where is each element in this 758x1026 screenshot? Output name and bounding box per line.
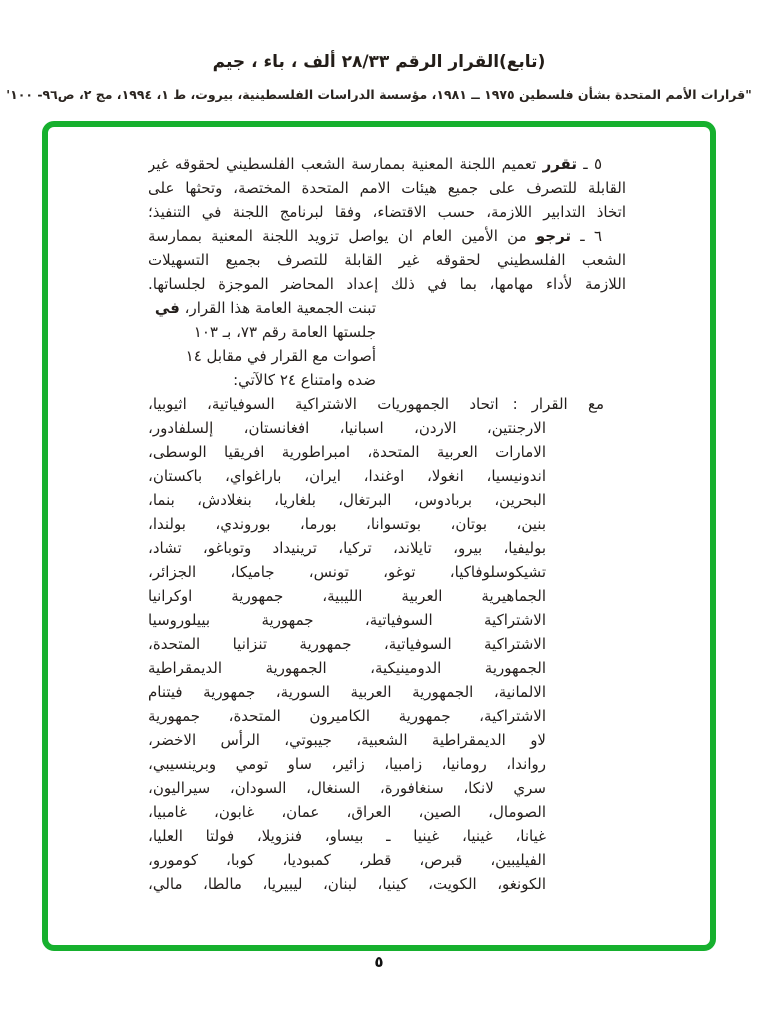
paragraph-line: القابلة للتصرف على جميع هيئات الامم المتحدة المختصة، وتحثها على	[148, 179, 626, 197]
green-border-frame	[42, 121, 716, 951]
resolution-title: (تابع)القرار الرقم ٢٨/٣٣ ألف ، باء ، جيم	[212, 52, 546, 72]
note-line: جلستها العامة رقم ٧٣، بـ ١٠٣	[193, 323, 376, 341]
vote-country-line: بوليفيا، بيرو، تايلاند، تركيا، ترينيداد وتوباغو، تشاد،	[148, 539, 546, 557]
paragraph-line: الشعب الفلسطيني لحقوقه غير القابلة للتصرف بجميع التسهيلات	[148, 251, 626, 269]
paragraph-line: اللازمة لأداء مهامها، بما في ذلك إعداد المحاضر الموجزة لجلساتها.	[148, 275, 626, 293]
note-line: تبنت الجمعية العامة هذا القرار، في	[154, 299, 376, 317]
vote-country-line: الالمانية، الجمهورية العربية السورية، جمهورية فيتنام	[148, 683, 546, 701]
vote-country-line: بنين، بوتان، بوتسوانا، بورما، بوروندي، بولندا،	[148, 515, 546, 533]
vote-country-line: غيانا، غينيا، غينيا ـ بيساو، فنزويلا، فولتا العليا،	[148, 827, 546, 845]
adoption-note	[148, 296, 376, 392]
vote-country-line: البحرين، بربادوس، البرتغال، بلغاريا، بنغلادش، بنما،	[148, 491, 546, 509]
vote-country-line: الكونغو، الكويت، كينيا، لبنان، ليبيريا، مالطا، مالي،	[148, 875, 546, 893]
paragraph-line: ٥ ـ تقرر تعميم اللجنة المعنية بممارسة الشعب الفلسطيني لحقوقه غير	[148, 155, 602, 173]
vote-country-line: رواندا، رومانيا، زامبيا، زائير، ساو تومي وبرينسيبي،	[148, 755, 546, 773]
vote-country-line: تشيكوسلوفاكيا، توغو، تونس، جاميكا، الجزائر،	[148, 563, 546, 581]
note-line: أصوات مع القرار في مقابل ١٤	[185, 347, 376, 365]
vote-record	[148, 392, 626, 896]
page-number: ٥	[374, 953, 384, 971]
vote-country-line: الاشتراكية السوفياتية، جمهورية بييلوروسيا	[148, 611, 546, 629]
vote-country-line: الاشتراكية السوفياتية، جمهورية تنزانيا المتحدة،	[148, 635, 546, 653]
note-line: ضده وامتناع ٢٤ كالآتي:	[233, 371, 376, 389]
vote-country-line: الامارات العربية المتحدة، امبراطورية افريقيا الوسطى،	[148, 443, 546, 461]
document-body	[148, 152, 626, 896]
bold-word: تقرر	[542, 155, 577, 173]
bold-word: ترجو	[535, 227, 572, 245]
vote-first-line	[148, 392, 626, 416]
vote-country-line: الجماهيرية العربية الليبية، جمهورية اوكرانيا	[148, 587, 546, 605]
vote-label: مع القرار	[531, 395, 604, 413]
vote-country-line: الجمهورية الدومينيكية، الجمهورية الديمقراطية	[148, 659, 546, 677]
vote-countries-start: اتحاد الجمهوريات الاشتراكية السوفياتية، اثيوبيا،	[148, 395, 499, 413]
vote-country-line: لاو الديمقراطية الشعبية، جيبوتي، الرأس الاخضر،	[148, 731, 546, 749]
vote-country-line: الفيليبين، قبرص، قطر، كمبوديا، كوبا، كومورو،	[148, 851, 546, 869]
vote-country-line: الارجنتين، الاردن، اسبانيا، افغانستان، إلسلفادور،	[148, 419, 546, 437]
vote-country-line: اندونيسيا، انغولا، اوغندا، ايران، باراغواي، باكستان،	[148, 467, 546, 485]
vote-colon: :	[512, 395, 518, 413]
vote-country-line: الاشتراكية، جمهورية الكاميرون المتحدة، جمهورية	[148, 707, 546, 725]
paragraph-operative-5-6	[148, 152, 626, 296]
vote-country-list	[148, 416, 626, 896]
vote-country-line: سري لانكا، سنغافورة، السنغال، السودان، سيراليون،	[148, 779, 546, 797]
paragraph-line: ٦ ـ ترجو من الأمين العام ان يواصل تزويد اللجنة المعنية بممارسة	[148, 227, 602, 245]
source-citation: "قرارات الأمم المتحدة بشأن فلسطين ١٩٧٥ ــ ١٩٨١، مؤسسة الدراسات الفلسطينية، بيروت، ط ١، ١٩٩٤، مج ٢، ص٩٦- ١٠٠'	[6, 87, 752, 102]
vote-country-line: الصومال، الصين، العراق، عمان، غابون، غامبيا،	[148, 803, 546, 821]
paragraph-line: اتخاذ التدابير اللازمة، حسب الاقتضاء، وفقا لبرنامج اللجنة في التنفيذ؛	[148, 203, 626, 221]
bold-word: في	[154, 299, 180, 317]
